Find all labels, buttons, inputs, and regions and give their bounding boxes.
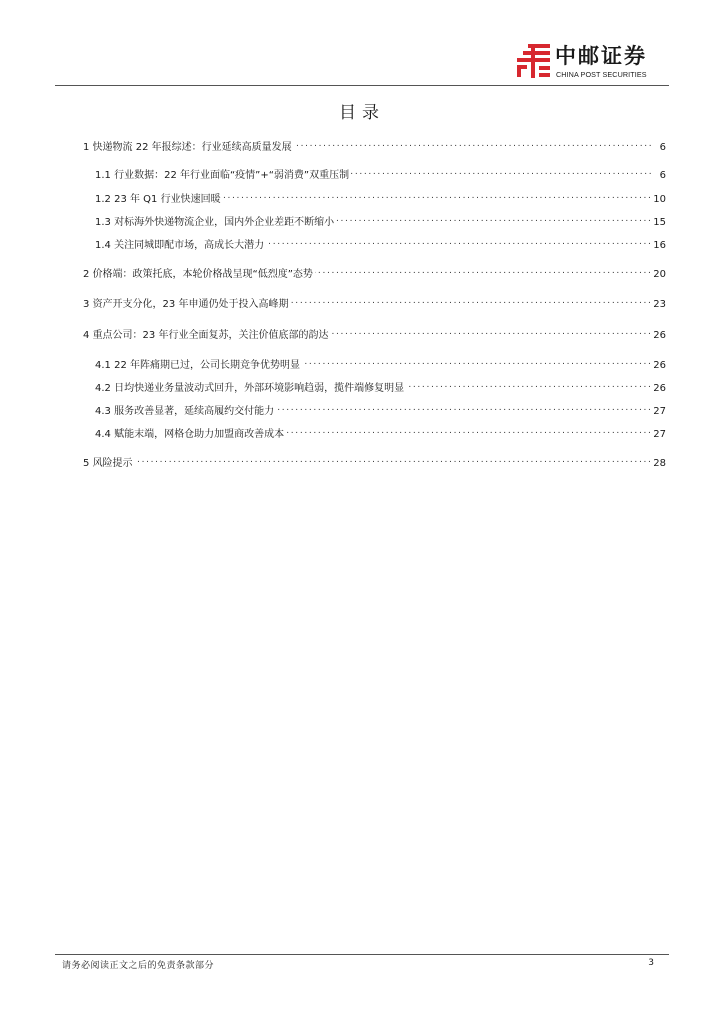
- toc-entry-label: 1.3 对标海外快递物流企业，国内外企业差距不断缩小: [95, 217, 335, 228]
- toc-leader-dots: [290, 297, 650, 307]
- toc-entry-label: 1.2 23 年 Q1 行业快速回暖: [95, 194, 221, 205]
- toc-entry[interactable]: [83, 297, 666, 312]
- toc-entry-page: 26: [653, 360, 666, 371]
- toc-entry-label: 3 资产开支分化，23 年申通仍处于投入高峰期: [83, 299, 289, 310]
- toc-entry-label: 5 风险提示: [83, 458, 133, 469]
- toc-entry-label: 4.2 日均快递业务量波动式回升，外部环境影响趋弱，揽件端修复明显: [95, 383, 405, 394]
- toc-entry-label: 1 快递物流 22 年报综述：行业延续高质量发展: [83, 142, 292, 153]
- china-post-logo-icon: [514, 42, 552, 80]
- toc-entry[interactable]: [83, 140, 666, 155]
- logo-chinese-name: 中邮证券: [555, 44, 647, 68]
- toc-entry-page: 28: [653, 458, 666, 469]
- toc-leader-dots: [294, 140, 651, 150]
- logo-english-name: CHINA POST SECURITIES: [556, 70, 647, 79]
- toc-entry[interactable]: [95, 215, 666, 230]
- toc-entry-page: 26: [653, 383, 666, 394]
- toc-entry[interactable]: [83, 328, 666, 343]
- toc-leader-dots: [302, 358, 650, 368]
- toc-entry-page: 16: [653, 240, 666, 251]
- toc-entry-page: 20: [653, 269, 666, 280]
- toc-leader-dots: [276, 404, 650, 414]
- toc-entry[interactable]: [95, 238, 666, 253]
- toc-entry-label: 1.4 关注同城即配市场，高成长大潜力: [95, 240, 265, 251]
- toc-leader-dots: [406, 381, 650, 391]
- toc-entry-label: 4.4 赋能末端，网格仓助力加盟商改善成本: [95, 429, 285, 440]
- footer-disclaimer: 请务必阅读正文之后的免责条款部分: [62, 961, 215, 971]
- toc-entry-label: 1.1 行业数据：22 年行业面临“疫情”+“弱消费”双重压制: [95, 170, 350, 181]
- toc-entry-page: 26: [653, 330, 666, 341]
- toc-leader-dots: [266, 238, 650, 248]
- toc-entry-label: 4.1 22 年阵痛期已过，公司长期竞争优势明显: [95, 360, 300, 371]
- toc-entry[interactable]: [95, 192, 666, 207]
- toc-entry[interactable]: [95, 168, 666, 183]
- toc-entry[interactable]: [95, 381, 666, 396]
- toc-entry[interactable]: [83, 456, 666, 471]
- toc-leader-dots: [315, 267, 650, 277]
- toc-entry-label: 4.3 服务改善显著，延续高履约交付能力: [95, 406, 275, 417]
- toc-entry-label: 4 重点公司：23 年行业全面复苏，关注价值底部的韵达: [83, 330, 329, 341]
- toc-entry-page: 10: [653, 194, 666, 205]
- toc-leader-dots: [336, 215, 650, 225]
- toc-leader-dots: [351, 168, 651, 178]
- toc-entry-label: 2 价格端：政策托底，本轮价格战呈现“低烈度”态势: [83, 269, 313, 280]
- toc-entry-page: 27: [653, 429, 666, 440]
- toc-entry[interactable]: [95, 404, 666, 419]
- toc-leader-dots: [223, 192, 651, 202]
- toc-entry-page: 23: [653, 299, 666, 310]
- toc-leader-dots: [330, 328, 650, 338]
- toc-entry-page: 6: [659, 142, 666, 153]
- toc-leader-dots: [286, 427, 650, 437]
- toc-entry[interactable]: [83, 267, 666, 282]
- footer-page-number: 3: [648, 958, 654, 968]
- toc-entry-page: 27: [653, 406, 666, 417]
- toc-entry-page: 15: [653, 217, 666, 228]
- company-logo: [514, 42, 674, 84]
- toc-title: 目录: [339, 103, 385, 123]
- toc-entry-page: 6: [659, 170, 666, 181]
- footer-divider: [55, 954, 669, 955]
- toc-entry[interactable]: [95, 427, 666, 442]
- toc-leader-dots: [135, 456, 651, 466]
- toc-entry[interactable]: [95, 358, 666, 373]
- header-divider: [55, 85, 669, 86]
